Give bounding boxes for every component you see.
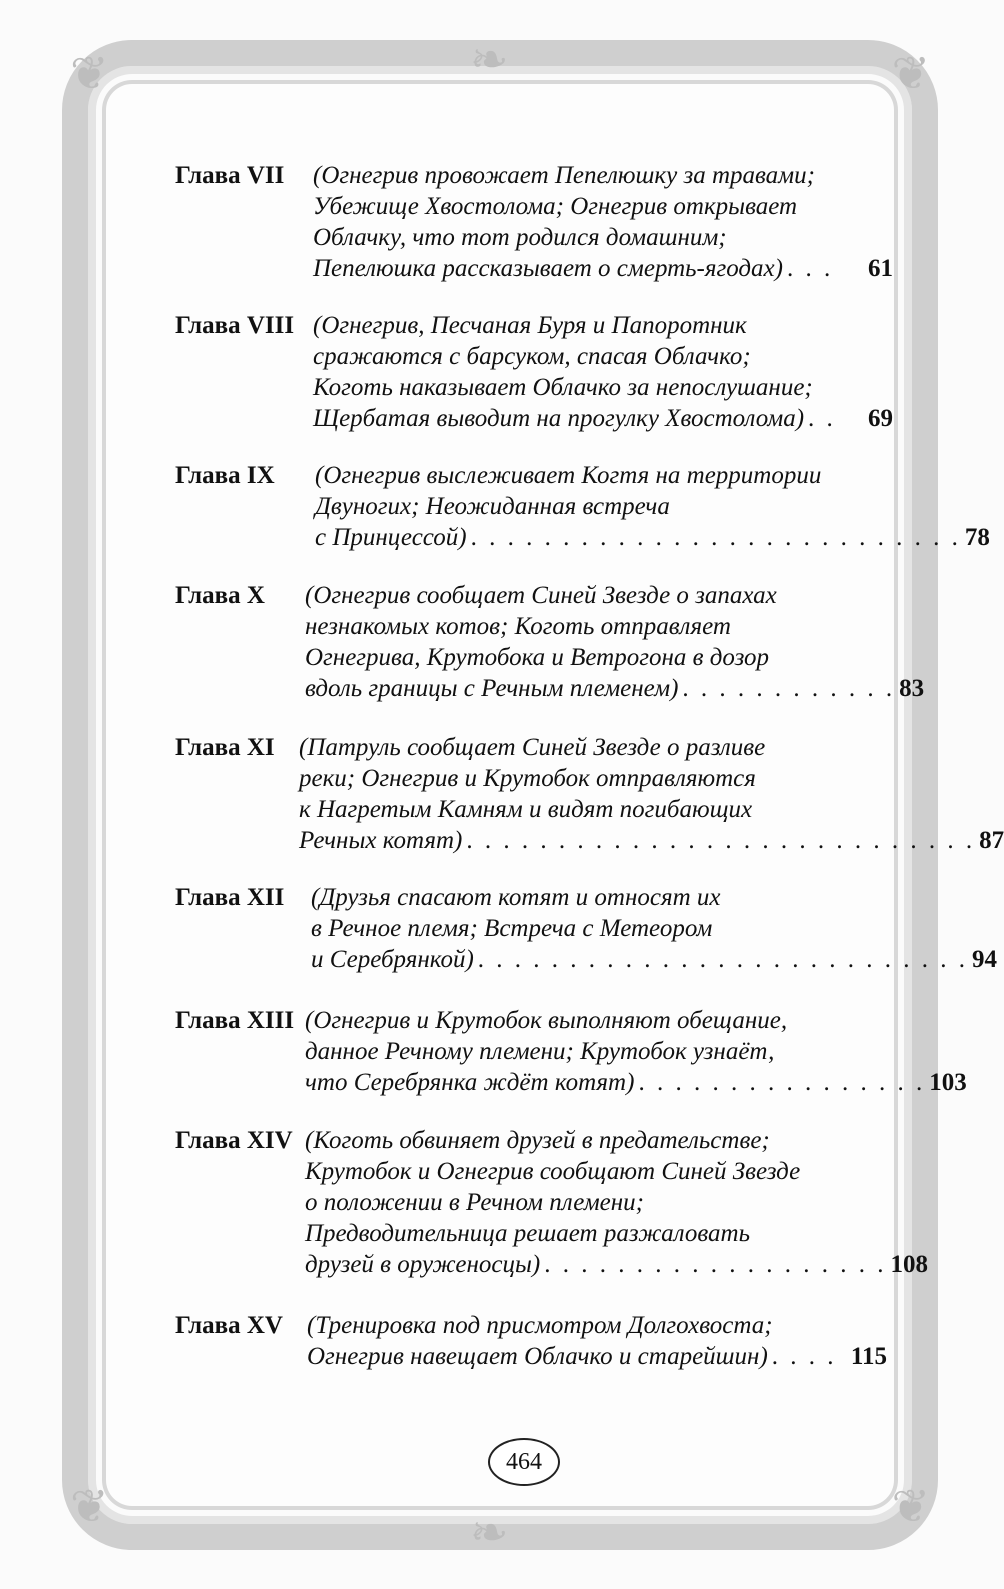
description-last-line (315, 522, 990, 553)
description-line: Облачку, что тот родился домашним; (313, 224, 727, 251)
chapter-page-number: 108 (890, 1251, 928, 1278)
description-line: (Огнегрив сообщает Синей Звезде о запахах (305, 582, 777, 609)
chapter-description (305, 1005, 967, 1098)
corner-ornament-icon: ❦ (891, 46, 930, 100)
chapter-description (315, 460, 990, 553)
chapter-label: Глава VIII (175, 312, 295, 339)
description-line: (Огнегрив, Песчаная Буря и Папоротник (313, 312, 747, 339)
description-line: Двуногих; Неожиданная встреча (315, 493, 670, 520)
description-line: с Принцессой) (315, 524, 467, 551)
description-line: о положении в Речном племени; (305, 1189, 644, 1216)
dot-leader: . . . . (771, 1343, 837, 1370)
description-line: сражаются с барсуком, спасая Облачко; (313, 343, 751, 370)
chapter-description (299, 732, 1004, 856)
description-line: друзей в оруженосцы) (305, 1251, 541, 1278)
chapter-label: Глава IX (175, 462, 275, 489)
description-line: в Речное племя; Встреча с Метеором (311, 915, 713, 942)
dot-leader: . . . . . . . . . . . . . . . . (638, 1069, 926, 1096)
description-line: Речных котят) (299, 827, 463, 854)
description-line: (Огнегрив и Крутобок выполняют обещание, (305, 1007, 788, 1034)
chapter-page-number: 103 (929, 1069, 967, 1096)
description-line: Крутобок и Огнегрив сообщают Синей Звезде (305, 1158, 801, 1185)
description-line: Коготь наказывает Облачко за непослушание; (313, 374, 813, 401)
dot-leader: . . . (786, 255, 834, 282)
description-line: вдоль границы с Речным племенем) (305, 675, 679, 702)
chapter-label: Глава VII (175, 162, 285, 189)
chapter-page-number: 94 (972, 946, 998, 973)
description-line: (Огнегрив выслеживает Когтя на территории (315, 462, 822, 489)
dot-leader: . . . . . . . . . . . . (682, 675, 896, 702)
dot-leader: . . . . . . . . . . . . . . . . . . . . . . . . . . . . (466, 827, 976, 854)
chapter-description (307, 1310, 887, 1372)
chapter-description (311, 882, 998, 975)
folio-number: 464 (506, 1448, 542, 1475)
chapter-page-number: 87 (979, 827, 1004, 854)
description-line: Щербатая выводит на прогулку Хвостолома) (313, 405, 805, 432)
chapter-page-number: 78 (964, 524, 990, 551)
dot-leader: . . . . . . . . . . . . . . . . . . . (544, 1251, 887, 1278)
description-line: Пепелюшка рассказывает о смерть-ягодах) (313, 255, 783, 282)
dot-leader: . . . . . . . . . . . . . . . . . . . . . . . . . . . (477, 946, 969, 973)
page-number-folio (488, 1438, 560, 1486)
corner-ornament-icon: ❦ (891, 1479, 930, 1533)
description-last-line (305, 673, 925, 704)
chapter-label: Глава XIII (175, 1007, 295, 1034)
description-line: (Друзья спасают котят и относят их (311, 884, 721, 911)
description-line: (Огнегрив провожает Пепелюшку за травами; (313, 162, 815, 189)
chapter-page-number: 115 (850, 1343, 887, 1370)
description-line: (Коготь обвиняет друзей в предательстве; (305, 1127, 770, 1154)
chapter-label: Глава X (175, 582, 265, 609)
description-line: что Серебрянка ждёт котят) (305, 1069, 635, 1096)
chapter-page-number: 83 (899, 675, 925, 702)
chapter-description (313, 160, 893, 284)
bottom-ornament-icon: ❧ (470, 1505, 509, 1559)
description-last-line (311, 944, 998, 975)
description-line: Убежище Хвостолома; Огнегрив открывает (313, 193, 798, 220)
chapter-page-number: 61 (868, 255, 893, 282)
corner-ornament-icon: ❦ (70, 46, 109, 100)
description-last-line (305, 1067, 967, 1098)
chapter-description (305, 580, 925, 704)
description-line: Огнегрива, Крутобока и Ветрогона в дозор (305, 644, 769, 671)
chapter-description (305, 1125, 928, 1280)
corner-ornament-icon: ❦ (70, 1479, 109, 1533)
chapter-description (313, 310, 893, 434)
description-line: (Тренировка под присмотром Долгохвоста; (307, 1312, 773, 1339)
description-last-line (307, 1341, 887, 1372)
chapter-label: Глава XII (175, 884, 285, 911)
description-line: Огнегрив навещает Облачко и старейшин) (307, 1343, 768, 1370)
top-ornament-icon: ❧ (470, 32, 509, 86)
description-last-line (305, 1249, 928, 1280)
description-line: Предводительница решает разжаловать (305, 1220, 750, 1247)
description-last-line (313, 403, 893, 434)
description-line: незнакомых котов; Коготь отправляет (305, 613, 731, 640)
description-line: (Патруль сообщает Синей Звезде о разливе (299, 734, 766, 761)
description-line: и Серебрянкой) (311, 946, 474, 973)
chapter-page-number: 69 (868, 405, 893, 432)
dot-leader: . . (808, 405, 836, 432)
description-line: данное Речному племени; Крутобок узнаёт, (305, 1038, 775, 1065)
chapter-label: Глава XI (175, 734, 275, 761)
chapter-label: Глава XIV (175, 1127, 293, 1154)
dot-leader: . . . . . . . . . . . . . . . . . . . . . . . . . . . (470, 524, 961, 551)
description-line: к Нагретым Камням и видят погибающих (299, 796, 753, 823)
description-last-line (299, 825, 1004, 856)
description-last-line (313, 253, 893, 284)
chapter-label: Глава XV (175, 1312, 283, 1339)
description-line: реки; Огнегрив и Крутобок отправляются (299, 765, 756, 792)
